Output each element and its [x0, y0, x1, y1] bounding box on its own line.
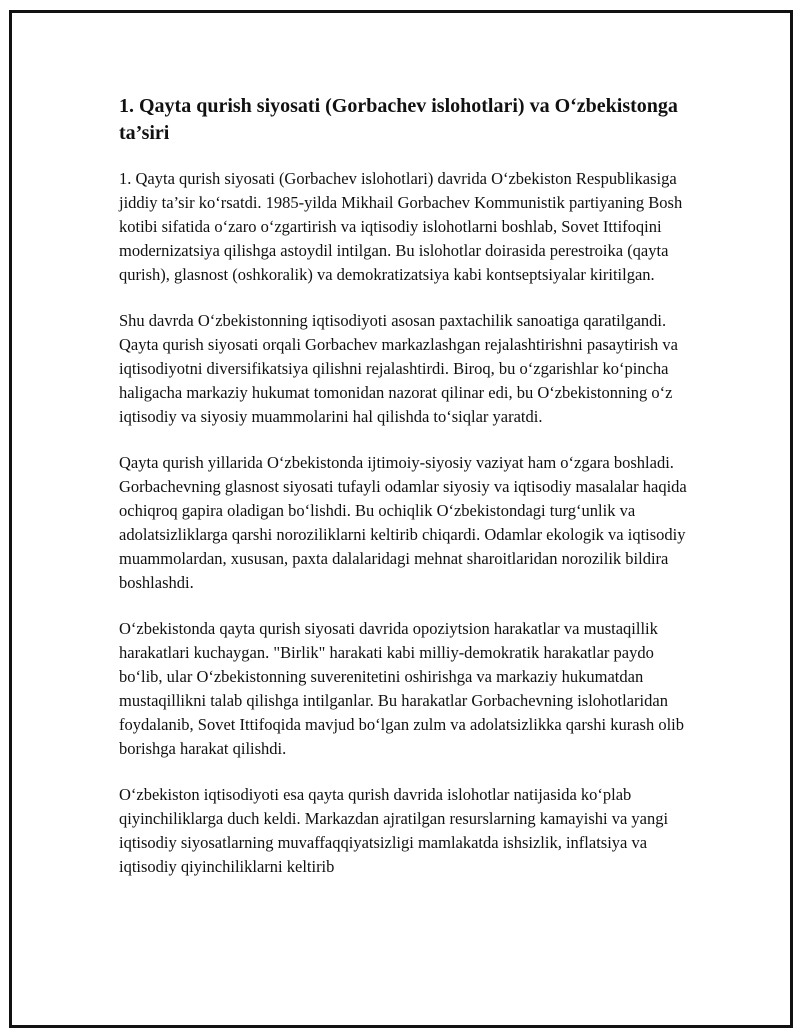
paragraph-3: Qayta qurish yillarida O‘zbekistonda ijtimoiy-siyosiy vaziyat ham o‘zgara boshladi. Gorbachevning glasnost siyosati tufayli odamlar siyosiy va iqtisodiy masalalar haqida ochiqroq gapira oladigan bo‘lishdi. Bu ochiqlik O‘zbekistondagi turg‘unlik va adolatsizliklarga qarshi noroziliklarni keltirib chiqardi. Odamlar ekologik va iqtisodiy muammolardan, xususan, paxta dalalaridagi mehnat sharoitlaridan norozilik bildira boshlashdi.: [119, 453, 687, 592]
paragraph-4: O‘zbekistonda qayta qurish siyosati davrida opoziytsion harakatlar va mustaqillik harakatlari kuchaygan. "Birlik" harakati kabi milliy-demokratik harakatlar paydo bo‘lib, ular O‘zbekistonning suverenitetini oshirishga va markaziy hukumatdan mustaqillikni talab qilishga intilganlar. Bu harakatlar Gorbachevning islohotlaridan foydalanib, Sovet Ittifoqida mavjud bo‘lgan zulm va adolatsizlikka qarshi kurash olib borishga harakat qilishdi.: [119, 619, 684, 758]
paragraph-2: Shu davrda O‘zbekistonning iqtisodiyoti asosan paxtachilik sanoatiga qaratilgandi. Qayta qurish siyosati orqali Gorbachev markazlashgan rejalashtirishni pasaytirish va iqtisodiyotni diversifikatsiya qilishni rejalashtirdi. Biroq, bu o‘zgarishlar ko‘pincha haligacha markaziy hukumat tomonidan nazorat qilinar edi, bu O‘zbekistonning o‘z iqtisodiy va siyosiy muammolarini hal qilishda to‘siqlar yaratdi.: [119, 311, 679, 426]
document-body: [119, 93, 699, 901]
document-title: 1. Qayta qurish siyosati (Gorbachev islohotlari) va O‘zbekistonga ta’siri: [119, 95, 678, 144]
paragraph-5: O‘zbekiston iqtisodiyoti esa qayta qurish davrida islohotlar natijasida ko‘plab qiyinchiliklarga duch keldi. Markazdan ajratilgan resurslarning kamayishi va yangi iqtisodiy siyosatlarning muvaffaqqiyatsizligi mamlakatda ishsizlik, inflatsiya va iqtisodiy qiyinchiliklarni keltirib: [119, 785, 669, 876]
page-frame: [9, 10, 793, 1028]
paragraph-1: 1. Qayta qurish siyosati (Gorbachev islohotlari) davrida O‘zbekiston Respublikasiga jiddiy ta’sir ko‘rsatdi. 1985-yilda Mikhail Gorbachev Kommunistik partiyaning Bosh kotibi sifatida o‘zaro o‘zgartirish va iqtisodiy islohotlarni boshlab, Sovet Ittifoqini modernizatsiya qilishga astoydil intilgan. Bu islohotlar doirasida perestroika (qayta qurish), glasnost (oshkoralik) va demokratizatsiya kabi kontseptsiyalar kiritilgan.: [119, 169, 683, 284]
